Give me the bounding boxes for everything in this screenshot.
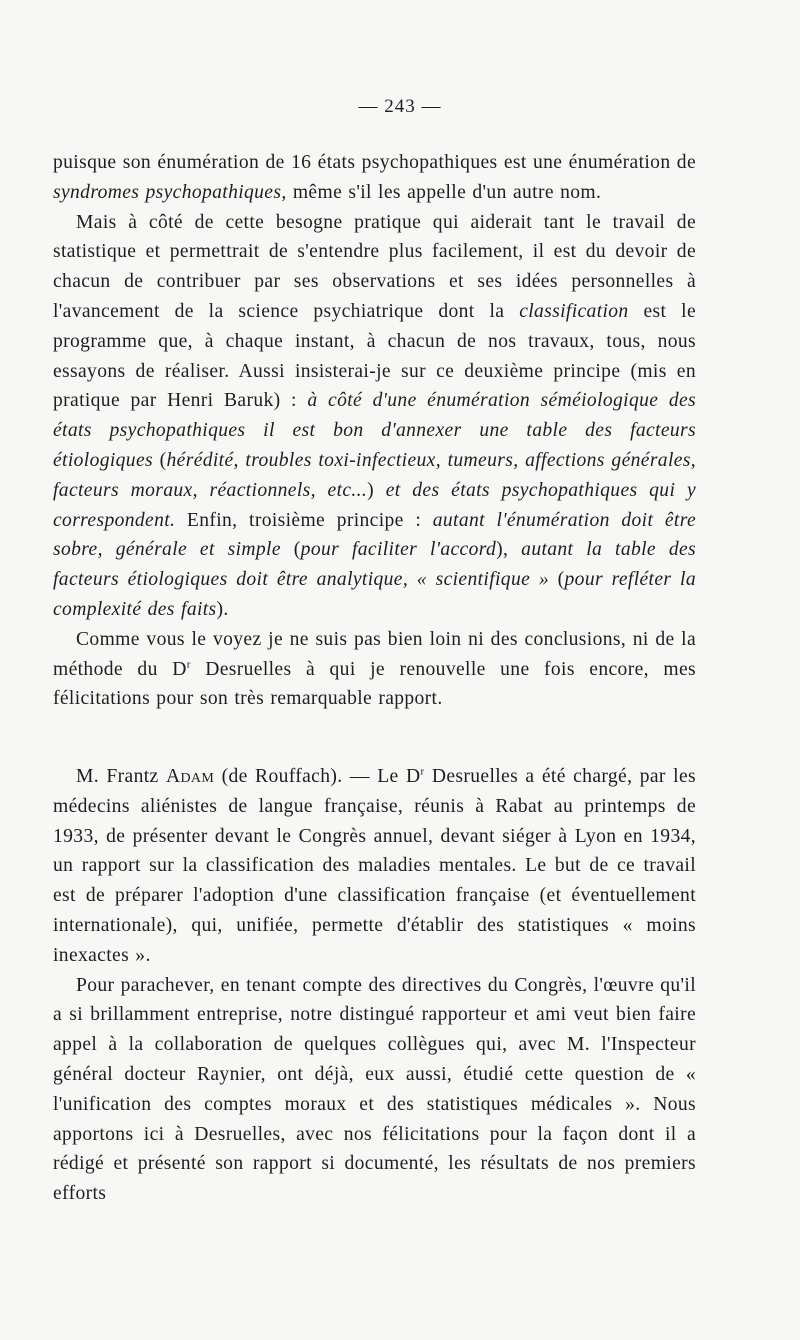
paragraph-2-text: Mais à côté de cette besogne pratique qui aiderait tant le travail de statistique et permettrait de s'entendre plus facilement, il est du devoir de chacun de contribuer par ses observations et ses idées personnelles à l'avancement de la science psychiatrique dont la [53, 211, 696, 322]
paragraph-4 [53, 762, 696, 971]
paragraph-3-superscript: r [186, 658, 191, 671]
paragraph-2-text: ( [548, 569, 565, 591]
paragraph-2 [53, 208, 696, 625]
paragraph-2-text: ( [280, 539, 301, 561]
paragraph-2-text: est le programme que, à chaque instant, à chacun de nos travaux, tous, nous essayons de réaliser. Aussi insisterai-je sur ce deuxième principe (mis en pratique par Henri Baruk) : [53, 300, 697, 412]
paragraph-1-text-end: même s'il les appelle d'un autre nom. [286, 181, 602, 203]
paragraph-3-text-end: Desruelles à qui je renouvelle une fois encore, mes félicitations pour son très remarquable rapport. [53, 658, 696, 710]
paragraph-2-italic: autant la table des facteurs étiologiques doit être analytique, « scientifique » [53, 539, 697, 591]
paragraph-4-text-end: Desruelles a été chargé, par les médecins aliénistes de langue française, réunis à Rabat au printemps de 1933, de présenter devant le Congrès annuel, devant siéger à Lyon en 1934, un rapport sur la classification des maladies mentales. Le but de ce travail est de préparer l'adoption d'une classification française (et éventuellement internationale), qui, unifiée, permette d'établir des statistiques « moins inexactes ». [53, 766, 696, 966]
paragraph-2-italic: hérédité, troubles toxi-infectieux, tumeurs, affections générales, facteurs moraux, réactionnels, etc... [53, 449, 697, 501]
paragraph-4-text: M. Frantz [76, 766, 166, 787]
paragraph-4-text: (de Rouffach). — Le D [214, 766, 421, 787]
paragraph-1 [53, 148, 696, 208]
paragraph-2-italic: pour refléter la complexité des faits [53, 569, 696, 620]
speaker-name: Adam [165, 766, 215, 787]
paragraph-2-italic: à côté d'une énumération séméiologique des états psychopathiques il est bon d'annexer une table des facteurs étiologiques [53, 390, 696, 471]
paragraph-2-text: ( [152, 449, 167, 471]
paragraph-5 [53, 971, 696, 1209]
paragraph-2-text-end: ). [216, 598, 229, 620]
paragraph-2-text: ), [496, 539, 522, 561]
paragraph-1-italic: syndromes psychopathiques, [53, 181, 287, 203]
paragraph-2-italic: et des états psychopathiques qui y correspondent. [53, 479, 696, 531]
text-block-top [53, 148, 696, 714]
paragraph-5-text: Pour parachever, en tenant compte des directives du Congrès, l'œuvre qu'il a si brillamment entreprise, notre distingué rapporteur et ami veut bien faire appel à la collaboration de quelques collègues qui, avec M. l'Inspecteur général docteur Raynier, ont déjà, eux aussi, étudié cette question de « l'unification des comptes moraux et des statistiques médicales ». Nous apportons ici à Desruelles, avec nos félicitations pour la façon dont il a rédigé et présenté son rapport si documenté, les résultats de nos premiers efforts [53, 974, 697, 1205]
paragraph-3-text: Comme vous le voyez je ne suis pas bien loin ni des conclusions, ni de la méthode du D [53, 628, 696, 680]
paragraph-3 [53, 625, 696, 714]
paragraph-2-italic: classification [519, 300, 629, 322]
paragraph-2-text: ) [367, 479, 386, 501]
paragraph-1-text: puisque son énumération de 16 états psychopathiques est une énumération de [53, 152, 696, 173]
paragraph-2-italic: autant l'énumération doit être sobre, générale et simple [53, 509, 696, 561]
paragraph-2-text: Enfin, troisième principe : [175, 509, 433, 531]
paragraph-4-superscript: r [420, 765, 425, 778]
text-block-bottom [53, 762, 696, 1209]
page-number: — 243 — [358, 96, 442, 117]
paragraph-2-italic: pour faciliter l'accord [300, 539, 497, 561]
